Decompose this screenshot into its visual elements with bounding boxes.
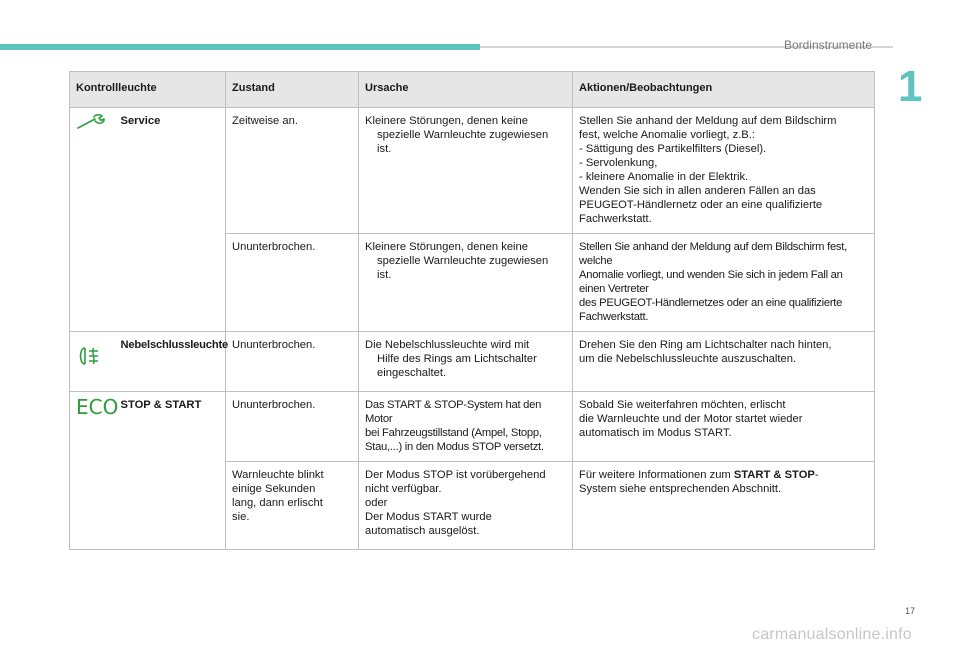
- text-line: ist.: [377, 143, 392, 155]
- table-row: [70, 392, 875, 462]
- text-segment: -: [814, 469, 819, 481]
- service-icon-cell: [70, 108, 115, 332]
- page-number: 17: [905, 606, 916, 616]
- stopstart-name: STOP & START: [115, 392, 226, 550]
- text-line: Kleinere Störungen, denen keine: [365, 241, 528, 253]
- eco-icon: ECO: [76, 395, 119, 419]
- table-row: [70, 108, 875, 234]
- table-row: [70, 332, 875, 392]
- service-cause-2: [359, 234, 573, 332]
- col-header-actions: Aktionen/Beobachtungen: [573, 72, 875, 108]
- section-title: Bordinstrumente: [783, 38, 872, 52]
- text-line: System siehe entsprechenden Abschnitt.: [579, 483, 782, 495]
- chapter-number: 1: [898, 62, 923, 111]
- stopstart-action-1: [573, 392, 875, 462]
- col-header-cause: Ursache: [359, 72, 573, 108]
- watermark: carmanualsonline.info: [752, 626, 912, 643]
- text-line: spezielle Warnleuchte zugewiesen: [377, 255, 549, 267]
- col-header-state: Zustand: [226, 72, 359, 108]
- text-line: Wenden Sie sich in allen anderen Fällen an das: [579, 185, 816, 197]
- text-line: [579, 468, 867, 482]
- text-line: - Sättigung des Partikelfilters (Diesel).: [579, 143, 767, 155]
- text-line: Anomalie vorliegt, und wenden Sie sich in jedem Fall an einen Vertreter: [579, 269, 843, 295]
- table-header-row: [70, 72, 875, 108]
- text-line: automatisch ausgelöst.: [365, 525, 480, 537]
- text-line: Der Modus START wurde: [365, 511, 492, 523]
- text-line: - Servolenkung,: [579, 157, 658, 169]
- col-header-warning-light: Kontrollleuchte: [70, 72, 226, 108]
- stopstart-cause-2: [359, 462, 573, 550]
- text-line: des PEUGEOT-Händlernetzes oder an eine qualifizierte Fachwerkstatt.: [579, 297, 843, 323]
- text-segment-bold: START & STOP: [733, 469, 815, 481]
- service-action-2: [573, 234, 875, 332]
- text-line: die Warnleuchte und der Motor startet wieder: [579, 413, 803, 425]
- service-action-1: [573, 108, 875, 234]
- service-state-2: Ununterbrochen.: [226, 234, 359, 332]
- fog-name: Nebelschlussleuchte: [115, 332, 226, 392]
- fog-action: [573, 332, 875, 392]
- text-segment: Für weitere Informationen zum: [579, 469, 734, 481]
- text-line: bei Fahrzeugstillstand (Ampel, Stopp,: [365, 427, 542, 439]
- wrench-icon: [76, 114, 106, 130]
- text-line: Hilfe des Rings am Lichtschalter: [377, 353, 537, 365]
- text-line: Kleinere Störungen, denen keine: [365, 115, 528, 127]
- text-line: Das START & STOP-System hat den Motor: [365, 399, 542, 425]
- fog-cause: [359, 332, 573, 392]
- text-line: oder: [365, 497, 388, 509]
- text-line: Die Nebelschlussleuchte wird mit: [365, 339, 530, 351]
- text-line: Stellen Sie anhand der Meldung auf dem Bildschirm fest, welche: [579, 241, 847, 267]
- text-line: einige Sekunden: [232, 483, 316, 495]
- text-line: um die Nebelschlussleuchte auszuschalten.: [579, 353, 797, 365]
- text-line: lang, dann erlischt: [232, 497, 323, 509]
- stopstart-action-2: [573, 462, 875, 550]
- text-line: Warnleuchte blinkt: [232, 469, 324, 481]
- text-line: sie.: [232, 511, 250, 523]
- text-line: Stau,...) in den Modus STOP versetzt.: [365, 441, 544, 453]
- text-line: fest, welche Anomalie vorliegt, z.B.:: [579, 129, 755, 141]
- rear-fog-light-icon: [76, 346, 104, 366]
- text-line: ist.: [377, 269, 392, 281]
- text-line: eingeschaltet.: [377, 367, 447, 379]
- text-line: Sobald Sie weiterfahren möchten, erlischt: [579, 399, 786, 411]
- fog-icon-cell: [70, 332, 115, 392]
- text-line: Der Modus STOP ist vorübergehend: [365, 469, 546, 481]
- header-accent-bar: [0, 44, 480, 50]
- text-line: automatisch im Modus START.: [579, 427, 732, 439]
- eco-icon-cell: [70, 392, 119, 550]
- service-name: Service: [115, 108, 226, 332]
- fog-state: Ununterbrochen.: [226, 332, 359, 392]
- text-line: Drehen Sie den Ring am Lichtschalter nach hinten,: [579, 339, 832, 351]
- text-line: Stellen Sie anhand der Meldung auf dem Bildschirm: [579, 115, 837, 127]
- stopstart-cause-1: [359, 392, 573, 462]
- text-line: spezielle Warnleuchte zugewiesen: [377, 129, 549, 141]
- stopstart-state-1: Ununterbrochen.: [226, 392, 359, 462]
- chapter-number-tab: [896, 62, 923, 111]
- stopstart-state-2: [226, 462, 359, 550]
- service-cause-1: [359, 108, 573, 234]
- text-line: nicht verfügbar.: [365, 483, 442, 495]
- text-line: Fachwerkstatt.: [579, 213, 652, 225]
- service-state-1: Zeitweise an.: [226, 108, 359, 234]
- text-line: - kleinere Anomalie in der Elektrik.: [579, 171, 749, 183]
- warning-lights-table: [69, 71, 875, 550]
- text-line: PEUGEOT-Händlernetz oder an eine qualifizierte: [579, 199, 823, 211]
